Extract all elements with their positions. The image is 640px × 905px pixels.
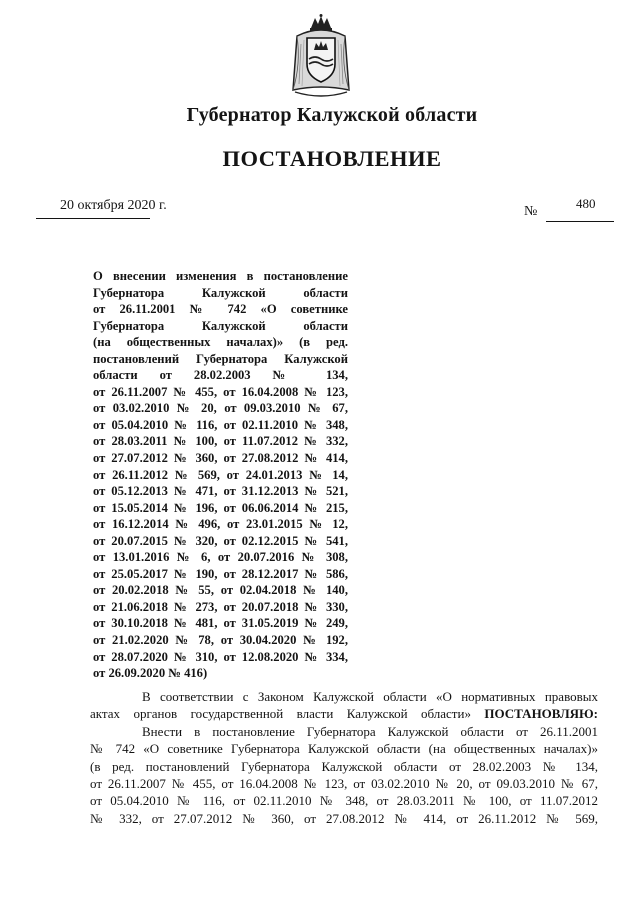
subject-line: от 25.05.2017 № 190, от 28.12.2017 № 586, [93, 566, 348, 581]
subject-line: от 28.07.2020 № 310, от 12.08.2020 № 334, [93, 649, 348, 664]
body-line: № 742 «О советнике Губернатора Калужской области (на общественных началах)» [90, 741, 598, 757]
subject-line: от 28.03.2011 № 100, от 11.07.2012 № 332, [93, 434, 348, 449]
body-line: № 332, от 27.07.2012 № 360, от 27.08.2012 № 414, от 26.11.2012 № 569, [90, 810, 598, 826]
document-subject-block [93, 268, 348, 682]
body-line [90, 705, 598, 722]
subject-line: от 15.05.2014 № 196, от 06.06.2014 № 215, [93, 500, 348, 515]
subject-line: от 21.02.2020 № 78, от 30.04.2020 № 192, [93, 633, 348, 648]
body-line: от 26.11.2007 № 455, от 16.04.2008 № 123, от 03.02.2010 № 20, от 09.03.2010 № 67, [90, 776, 598, 792]
issuing-authority-heading: Губернатор Калужской области [186, 104, 478, 126]
document-date: 20 октября 2020 г. [60, 198, 167, 213]
subject-line: Губернатора Калужской области [93, 285, 348, 300]
subject-line: от 26.11.2001 № 742 «О советнике [93, 302, 348, 317]
body-line: В соответствии с Законом Калужской области «О нормативных правовых [142, 689, 598, 704]
kaluga-coat-of-arms-emblem [289, 14, 353, 100]
body-line-text: актах органов государственной власти Калужской области» [90, 706, 471, 722]
subject-line: от 05.12.2013 № 471, от 31.12.2013 № 521, [93, 484, 348, 499]
subject-line: постановлений Губернатора Калужской [93, 351, 348, 366]
subject-line: от 03.02.2010 № 20, от 09.03.2010 № 67, [93, 401, 348, 416]
document-number-label: № [524, 204, 538, 219]
body-line: Внести в постановление Губернатора Калужской области от 26.11.2001 [142, 723, 598, 739]
subject-line: от 16.12.2014 № 496, от 23.01.2015 № 12, [93, 517, 348, 532]
subject-line: от 26.11.2007 № 455, от 16.04.2008 № 123, [93, 384, 348, 399]
number-underline [546, 221, 614, 222]
body-line: (в ред. постановлений Губернатора Калужской области от 28.02.2003 № 134, [90, 758, 598, 774]
subject-line: от 05.04.2010 № 116, от 02.11.2010 № 348, [93, 417, 348, 432]
subject-line: от 20.02.2018 № 55, от 02.04.2018 № 140, [93, 583, 348, 598]
subject-line: от 30.10.2018 № 481, от 31.05.2019 № 249, [93, 616, 348, 631]
document-number-value: 480 [576, 196, 596, 211]
subject-line: О внесении изменения в постановление [93, 269, 348, 283]
subject-line: Губернатора Калужской области [93, 318, 348, 333]
subject-line: от 20.07.2015 № 320, от 02.12.2015 № 541, [93, 533, 348, 548]
subject-line: от 27.07.2012 № 360, от 27.08.2012 № 414, [93, 451, 348, 466]
subject-line: от 26.09.2020 № 416) [93, 666, 208, 681]
subject-line: области от 28.02.2003 № 134, [93, 368, 348, 383]
subject-line: от 21.06.2018 № 273, от 20.07.2018 № 330, [93, 599, 348, 614]
document-type-title: ПОСТАНОВЛЕНИЕ [222, 146, 442, 171]
date-underline [36, 218, 150, 219]
resolution-keyword: ПОСТАНОВЛЯЮ: [484, 706, 599, 722]
subject-line: (на общественных началах)» (в ред. [93, 335, 348, 350]
subject-line: от 26.11.2012 № 569, от 24.01.2013 № 14, [93, 467, 348, 482]
subject-line: от 13.01.2016 № 6, от 20.07.2016 № 308, [93, 550, 348, 565]
body-line: от 05.04.2010 № 116, от 02.11.2010 № 348, от 28.03.2011 № 100, от 11.07.2012 [90, 793, 598, 809]
document-body-text [90, 688, 598, 827]
